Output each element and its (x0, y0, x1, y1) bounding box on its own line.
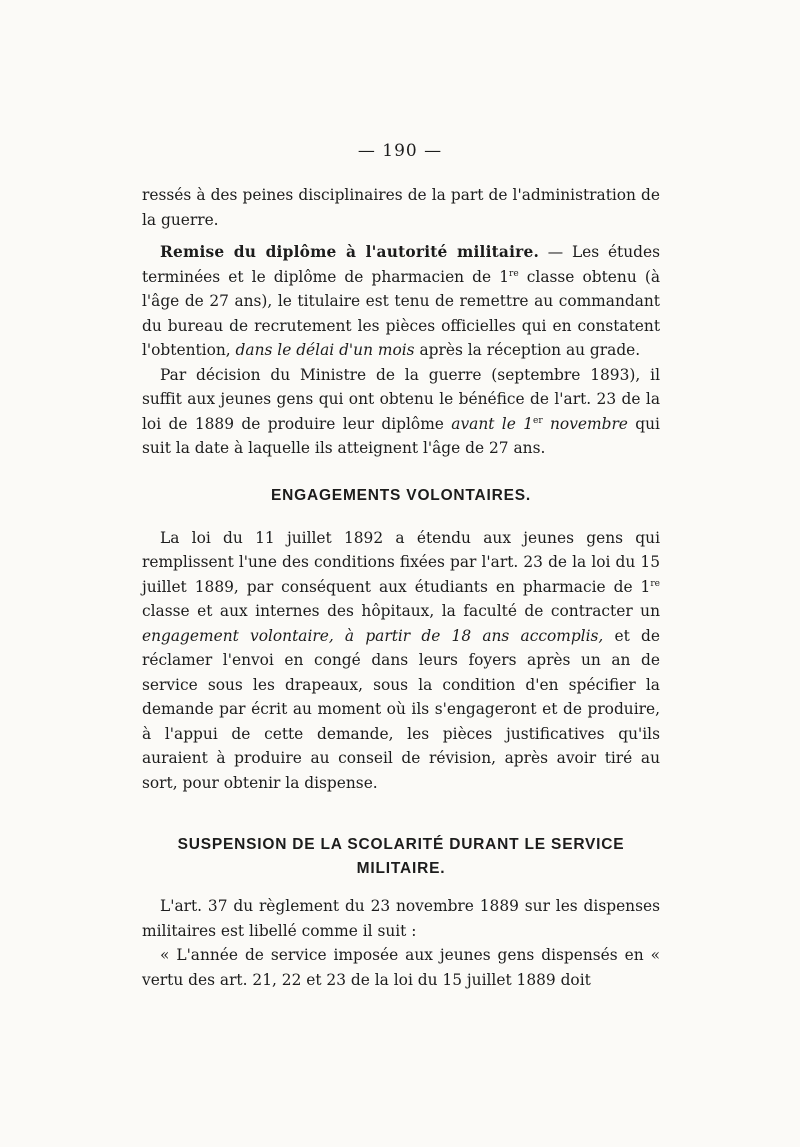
page-number: — 190 — (357, 141, 443, 161)
paragraph-loi-1892 (142, 526, 660, 796)
text-run: — Les études terminées et le diplôme de pharmacien de 1 (142, 243, 661, 286)
quote-paragraph: « L'année de service imposée aux jeunes gens dispensés en « vertu des art. 21, 22 et 23 de la loi du 15 juillet 1889 doit (142, 946, 660, 989)
italic-text: novembre (542, 414, 628, 433)
text-run: et de réclamer l'envoi en congé dans leurs foyers après un an de service sous les drapeaux, sous la condition d'en spécifier la demande par écrit au moment où ils s'engageront et de produire, à l'appui de cette demande, les pièces justificatives qu'ils auraient à produire au conseil de révision, après avoir tiré au sort, pour obtenir la dispense. (142, 626, 660, 792)
text-run: qui suit la date à laquelle ils atteignent l'âge de 27 ans. (142, 414, 660, 457)
text-run: Par décision du Ministre de la guerre (septembre 1893), il suffit aux jeunes gens qui ont obtenu le bénéfice de l'art. 23 de la loi de 1889 de produire leur diplôme (142, 365, 660, 433)
section-heading-suspension: SUSPENSION DE LA SCOLARITÉ DURANT LE SERVICE MILITAIRE. (177, 836, 625, 877)
italic-text: dans le délai d'un mois (235, 341, 415, 359)
superscript: re (509, 268, 519, 279)
superscript: re (650, 578, 660, 589)
italic-text: engagement volontaire, à partir de 18 ans accomplis, (142, 626, 604, 645)
text-run: classe obtenu (à l'âge de 27 ans), le titulaire est tenu de remettre au commandant du bureau de recrutement les pièces officielles qui en constatent l'obtention, (142, 267, 661, 359)
text-run: après la réception au grade. (414, 341, 641, 359)
section-heading-engagements: ENGAGEMENTS VOLONTAIRES. (270, 486, 532, 504)
paragraph-remise-diplome (142, 240, 660, 363)
run-in-heading: Remise du diplôme à l'autorité militaire. (160, 243, 540, 261)
paragraph-decision (142, 363, 660, 461)
page-body (142, 183, 660, 992)
superscript: er (533, 415, 543, 426)
paragraph-art-37: L'art. 37 du règlement du 23 novembre 1889 sur les dispenses militaires est libellé comme il suit : (142, 897, 660, 940)
text-run: classe et aux internes des hôpitaux, la faculté de contracter un (142, 602, 660, 620)
paragraph-continued: ressés à des peines disciplinaires de la part de l'administration de la guerre. (142, 186, 660, 229)
text-run: La loi du 11 juillet 1892 a étendu aux jeunes gens qui remplissent l'une des conditions fixées par l'art. 23 de la loi du 15 juillet 1889, par conséquent aux étudiants en pharmacie de 1 (142, 528, 660, 596)
italic-text: avant le 1 (451, 414, 533, 433)
